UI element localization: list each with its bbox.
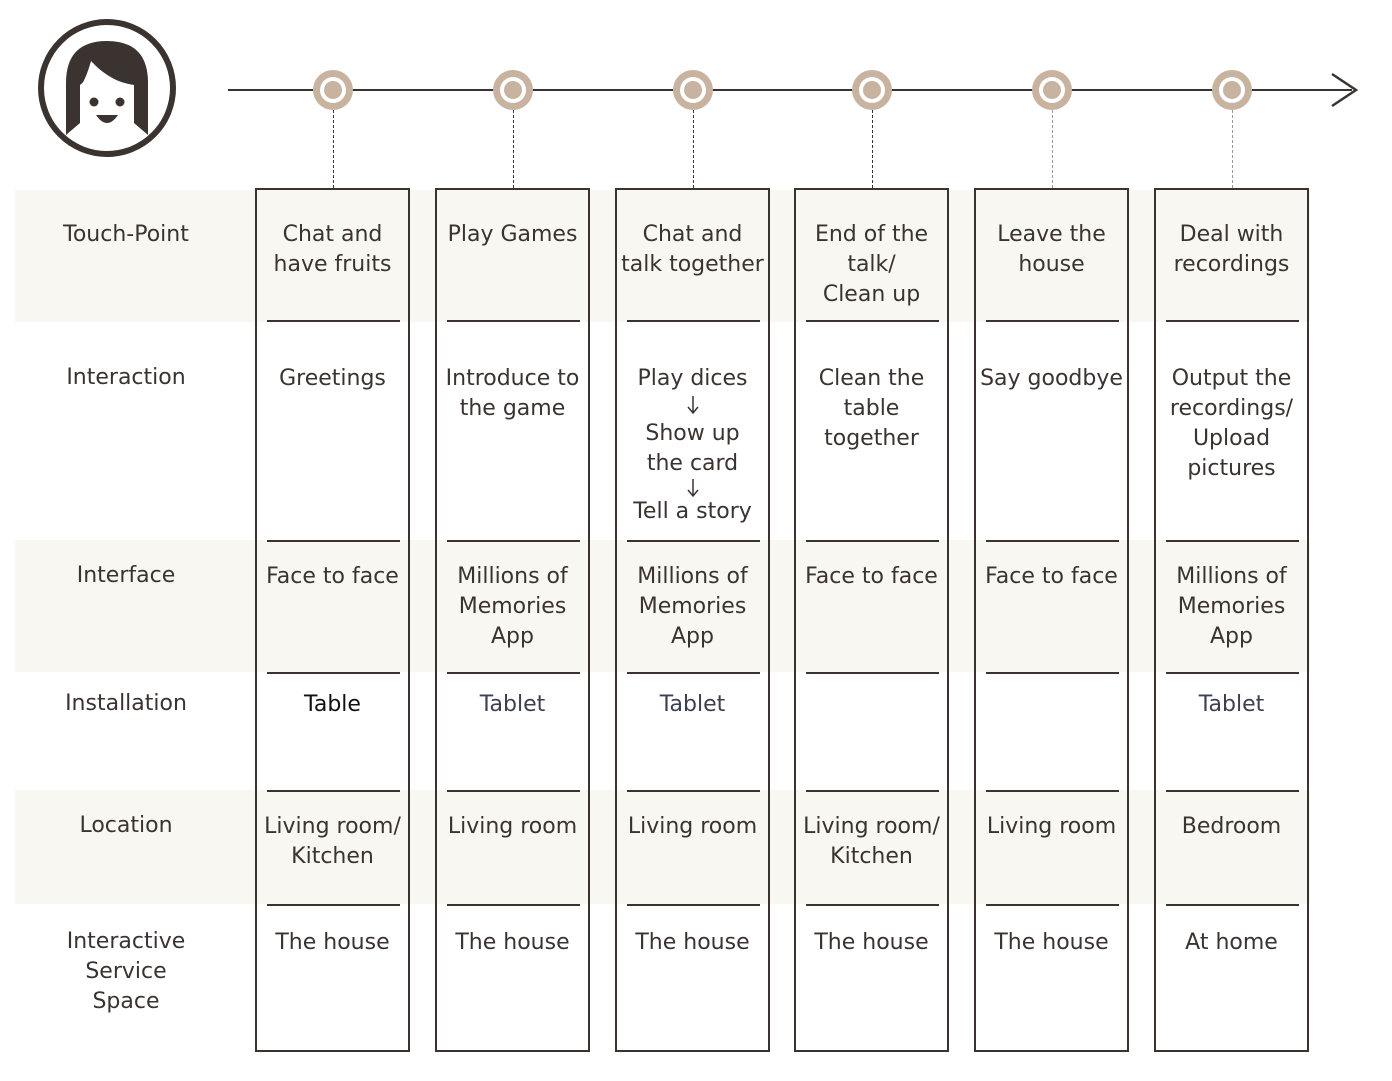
cell-interaction: Say goodbye <box>980 366 1123 391</box>
cell-touch-point: Leave the house <box>997 222 1106 277</box>
cell-interface: Face to face <box>266 564 399 589</box>
separator <box>986 320 1119 322</box>
row-label-interactive-service-space: Interactive Service Space <box>66 929 186 1014</box>
cell-interface: Face to face <box>805 564 938 589</box>
separator <box>267 540 400 542</box>
separator <box>447 904 580 906</box>
cell-touch-point: End of the talk/ Clean up <box>814 222 929 307</box>
cell-space: The house <box>275 930 390 955</box>
separator <box>1166 904 1299 906</box>
cell-interaction: Greetings <box>279 366 386 391</box>
row-label-installation: Installation <box>65 691 187 716</box>
row-label-interaction: Interaction <box>66 365 186 390</box>
stage-column-4 <box>794 188 949 1052</box>
connector-1 <box>333 110 334 188</box>
separator <box>806 672 939 674</box>
separator <box>1166 790 1299 792</box>
separator <box>986 790 1119 792</box>
cell-interface: Millions of Memories App <box>457 564 568 649</box>
connector-6 <box>1232 110 1233 188</box>
timeline-node-1 <box>313 70 353 110</box>
separator <box>986 672 1119 674</box>
separator <box>1166 540 1299 542</box>
separator <box>1166 320 1299 322</box>
separator <box>806 790 939 792</box>
timeline-node-6 <box>1212 70 1252 110</box>
cell-interaction: Output the recordings/ Upload pictures <box>1169 366 1294 481</box>
separator <box>447 672 580 674</box>
cell-installation: Tablet <box>1198 692 1265 717</box>
separator <box>627 672 760 674</box>
cell-interaction: Introduce to the game <box>445 366 580 421</box>
cell-space: At home <box>1185 930 1278 955</box>
row-label-interface: Interface <box>76 563 176 588</box>
cell-location: Living room <box>447 814 578 839</box>
cell-space: The house <box>635 930 750 955</box>
stage-column-5 <box>974 188 1129 1052</box>
cell-interaction-step-1: Play dices <box>637 366 748 391</box>
cell-touch-point: Play Games <box>447 222 578 247</box>
timeline-node-5 <box>1032 70 1072 110</box>
cell-location: Living room/ Kitchen <box>803 814 940 869</box>
cell-installation: Tablet <box>479 692 546 717</box>
cell-interface: Millions of Memories App <box>1176 564 1287 649</box>
cell-touch-point: Chat and talk together <box>621 222 764 277</box>
timeline-node-3 <box>673 70 713 110</box>
cell-interaction-step-2: Show up the card <box>645 421 740 476</box>
separator <box>986 904 1119 906</box>
cell-location: Living room <box>986 814 1117 839</box>
cell-installation: Table <box>304 692 361 717</box>
separator <box>447 320 580 322</box>
stage-column-2 <box>435 188 590 1052</box>
timeline-node-4 <box>852 70 892 110</box>
row-label-touch-point: Touch-Point <box>63 222 189 247</box>
cell-touch-point: Deal with recordings <box>1173 222 1290 277</box>
separator <box>267 904 400 906</box>
connector-2 <box>513 110 514 188</box>
cell-touch-point: Chat and have fruits <box>273 222 392 277</box>
separator <box>1166 672 1299 674</box>
cell-space: The house <box>455 930 570 955</box>
separator <box>447 540 580 542</box>
cell-interface: Face to face <box>985 564 1118 589</box>
separator <box>267 672 400 674</box>
cell-interface: Millions of Memories App <box>637 564 748 649</box>
stage-column-3 <box>615 188 770 1052</box>
separator <box>627 320 760 322</box>
cell-installation: Tablet <box>659 692 726 717</box>
connector-3 <box>693 110 694 188</box>
separator <box>806 540 939 542</box>
down-arrow-icon <box>617 395 768 415</box>
stage-column-1 <box>255 188 410 1052</box>
down-arrow-icon <box>617 478 768 498</box>
separator <box>806 904 939 906</box>
row-label-location: Location <box>79 813 173 838</box>
separator <box>267 320 400 322</box>
separator <box>806 320 939 322</box>
separator <box>986 540 1119 542</box>
cell-location: Living room/ Kitchen <box>264 814 401 869</box>
cell-location: Living room <box>627 814 758 839</box>
connector-4 <box>872 110 873 188</box>
timeline-node-2 <box>493 70 533 110</box>
cell-space: The house <box>994 930 1109 955</box>
cell-interaction-step-3: Tell a story <box>633 499 752 524</box>
separator <box>447 790 580 792</box>
separator <box>627 540 760 542</box>
cell-location: Bedroom <box>1181 814 1282 839</box>
separator <box>627 790 760 792</box>
cell-interaction: Clean the table together <box>818 366 925 451</box>
separator <box>627 904 760 906</box>
separator <box>267 790 400 792</box>
stage-column-6 <box>1154 188 1309 1052</box>
connector-5 <box>1052 110 1053 188</box>
cell-space: The house <box>814 930 929 955</box>
